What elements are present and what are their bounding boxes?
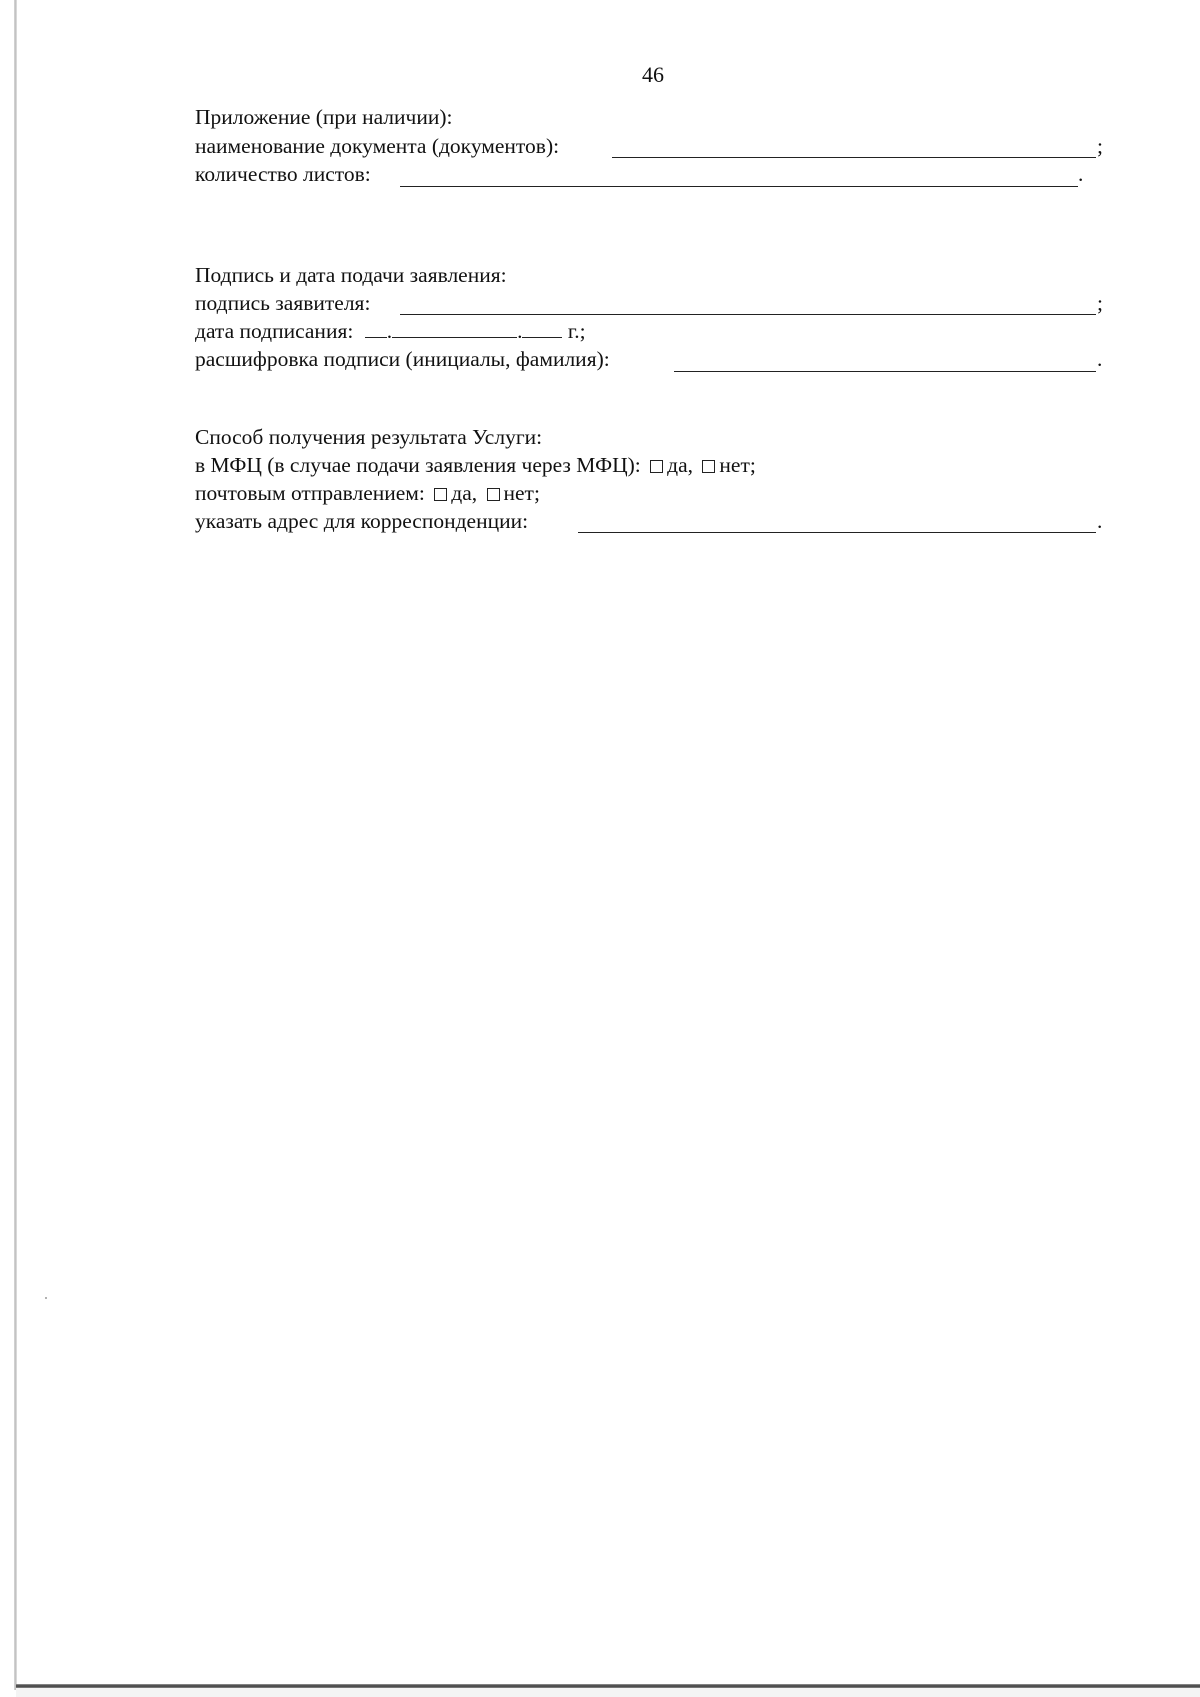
transcript-field[interactable] [674, 371, 1096, 372]
signing-date-sep2: . [517, 319, 523, 343]
signing-date-year-field[interactable] [522, 337, 562, 338]
address-end: . [1097, 509, 1103, 533]
scan-bottom-shadow [16, 1688, 1200, 1697]
scan-left-edge [14, 0, 17, 1690]
applicant-signature-end: ; [1097, 291, 1103, 315]
post-option-row [195, 480, 540, 506]
transcript-label: расшифровка подписи (инициалы, фамилия): [195, 347, 610, 371]
applicant-signature-field[interactable] [400, 314, 1096, 315]
mfc-yes-label: да, [667, 453, 694, 477]
post-no-checkbox[interactable] [487, 488, 500, 501]
mfc-yes-checkbox[interactable] [650, 460, 663, 473]
signature-heading: Подпись и дата подачи заявления: [195, 263, 507, 287]
address-field[interactable] [578, 532, 1096, 533]
address-label: указать адрес для корреспонденции: [195, 509, 529, 533]
signing-date-month-field[interactable] [392, 337, 517, 338]
applicant-signature-label: подпись заявителя: [195, 291, 371, 315]
post-yes-label: да, [451, 481, 478, 505]
scan-speck [45, 1297, 47, 1299]
signing-date-row [195, 318, 586, 344]
mfc-option-row [195, 452, 756, 478]
post-no-label: нет; [503, 481, 540, 505]
signing-date-sep1: . [386, 319, 393, 343]
doc-name-end: ; [1097, 134, 1103, 158]
sheets-count-field[interactable] [400, 186, 1078, 187]
mfc-option-label: в МФЦ (в случае подачи заявления через МФЦ): [195, 453, 641, 477]
signing-date-suffix: г.; [567, 319, 586, 343]
post-yes-checkbox[interactable] [434, 488, 447, 501]
post-option-label: почтовым отправлением: [195, 481, 425, 505]
doc-name-field[interactable] [612, 157, 1096, 158]
doc-name-label: наименование документа (документов): [195, 134, 560, 158]
sheets-label: количество листов: [195, 162, 371, 186]
signing-date-day-field[interactable] [365, 337, 387, 338]
mfc-no-label: нет; [719, 453, 756, 477]
transcript-end: . [1097, 347, 1103, 371]
signing-date-label: дата подписания: [195, 319, 354, 343]
result-heading: Способ получения результата Услуги: [195, 425, 543, 449]
page-number: 46 [642, 62, 664, 87]
mfc-no-checkbox[interactable] [702, 460, 715, 473]
sheets-end: . [1078, 162, 1084, 186]
attachment-heading: Приложение (при наличии): [195, 105, 453, 129]
